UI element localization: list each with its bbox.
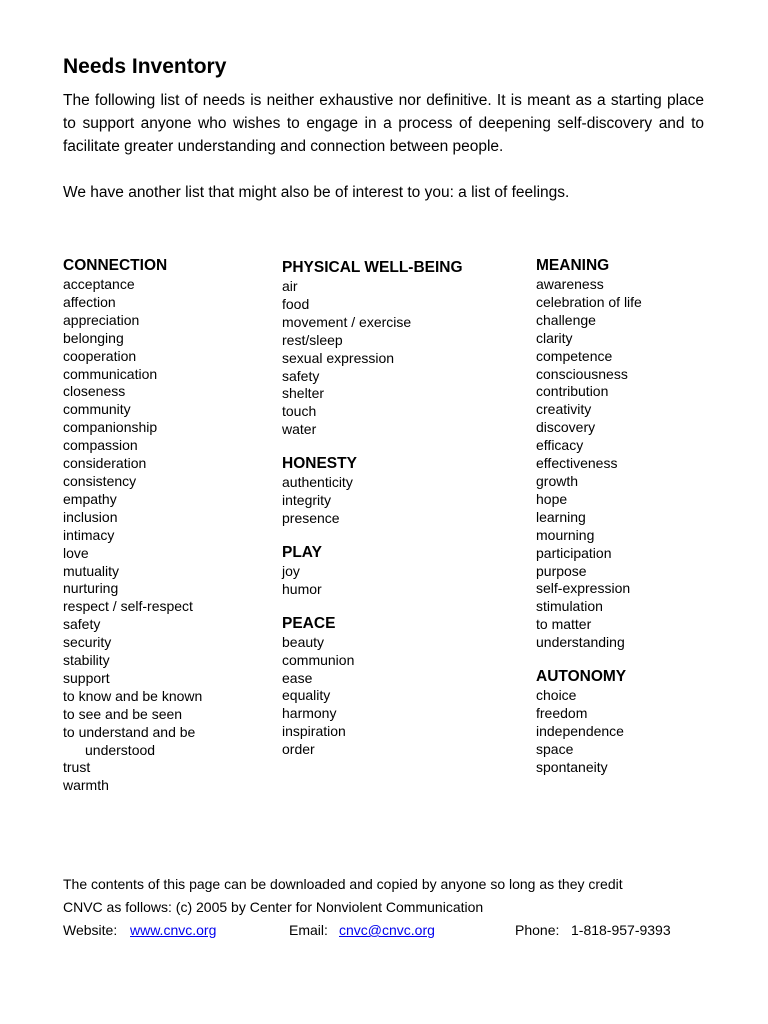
need-item: competence <box>536 347 613 364</box>
need-item: food <box>282 295 310 312</box>
list-peace <box>282 634 512 759</box>
need-item: safety <box>63 616 101 633</box>
footer-contact-row <box>63 919 723 942</box>
need-item: touch <box>282 403 317 420</box>
column-physical-honesty-play-peace <box>282 258 512 759</box>
need-item: understanding <box>536 634 625 651</box>
need-item: integrity <box>282 492 332 509</box>
need-item: shelter <box>282 385 325 402</box>
need-item: air <box>282 278 298 294</box>
need-item: appreciation <box>63 311 140 328</box>
need-item: to know and be known <box>63 687 203 704</box>
need-item: water <box>282 421 317 438</box>
need-item: choice <box>536 687 577 704</box>
need-item: inspiration <box>282 723 346 740</box>
need-item: efficacy <box>536 437 584 454</box>
list-autonomy <box>536 687 736 777</box>
need-item: intimacy <box>63 526 115 543</box>
need-item: growth <box>536 472 579 489</box>
need-item: safety <box>282 367 320 384</box>
need-item: mourning <box>536 526 595 543</box>
need-item: affection <box>63 293 116 310</box>
need-item: inclusion <box>63 508 118 525</box>
list-connection <box>63 276 263 795</box>
need-item: understood <box>85 741 156 758</box>
column-meaning-autonomy <box>536 256 736 777</box>
need-item: purpose <box>536 562 587 579</box>
need-item: warmth <box>63 777 109 794</box>
need-item: closeness <box>63 383 126 400</box>
need-item: self-expression <box>536 580 631 597</box>
need-item: hope <box>536 490 568 507</box>
need-item: trust <box>63 759 91 776</box>
website-link[interactable]: www.cnvc.org <box>130 922 217 938</box>
need-item: independence <box>536 722 624 739</box>
need-item: participation <box>536 544 612 561</box>
heading-physical-well-being: PHYSICAL WELL-BEING <box>282 259 463 276</box>
need-item: humor <box>282 580 322 597</box>
list-physical-well-being <box>282 278 512 439</box>
need-item: stimulation <box>536 598 603 615</box>
page-title: Needs Inventory <box>63 55 227 78</box>
footer-copyright-line: CNVC as follows: (c) 2005 by Center for Nonviolent Communication <box>63 899 484 915</box>
need-item: discovery <box>536 419 596 436</box>
heading-meaning: MEANING <box>536 257 610 274</box>
footer-credit-line: The contents of this page can be downloaded and copied by anyone so long as they credit <box>63 876 623 892</box>
heading-peace: PEACE <box>282 614 336 632</box>
need-item: authenticity <box>282 474 353 491</box>
need-item: presence <box>282 509 340 526</box>
need-item: to understand and be <box>63 723 196 740</box>
need-item: consistency <box>63 472 137 489</box>
need-item: consciousness <box>536 365 628 382</box>
need-item: communion <box>282 651 355 668</box>
need-item: compassion <box>63 437 138 454</box>
email-label: Email: <box>289 922 328 938</box>
need-item: learning <box>536 508 586 525</box>
need-item: movement / exercise <box>282 313 412 330</box>
need-item: belonging <box>63 329 124 346</box>
need-item: love <box>63 544 89 561</box>
need-item: contribution <box>536 383 609 400</box>
need-item: consideration <box>63 455 147 472</box>
need-item: space <box>536 740 574 757</box>
need-item: cooperation <box>63 347 137 364</box>
need-item: communication <box>63 365 158 382</box>
need-item: equality <box>282 687 331 704</box>
need-item: rest/sleep <box>282 331 343 348</box>
need-item: empathy <box>63 490 117 507</box>
need-item: security <box>63 634 112 651</box>
phone-number: 1-818-957-9393 <box>571 922 671 938</box>
list-honesty <box>282 474 512 528</box>
need-item: mutuality <box>63 562 120 579</box>
feelings-note: We have another list that might also be of interest to you: a list of feelings. <box>63 184 570 201</box>
need-item: awareness <box>536 276 604 292</box>
need-item: freedom <box>536 704 588 721</box>
website-label: Website: <box>63 922 118 938</box>
list-meaning <box>536 276 736 652</box>
heading-connection: CONNECTION <box>63 257 168 274</box>
column-connection <box>63 256 263 795</box>
need-item: support <box>63 669 110 686</box>
heading-honesty: HONESTY <box>282 455 357 473</box>
need-item: sexual expression <box>282 349 395 366</box>
heading-autonomy: AUTONOMY <box>536 668 627 686</box>
need-item: effectiveness <box>536 455 618 472</box>
need-item: stability <box>63 652 110 669</box>
need-item: respect / self-respect <box>63 598 193 615</box>
need-item: creativity <box>536 401 592 418</box>
need-item: to matter <box>536 616 592 633</box>
intro-paragraph: The following list of needs is neither exhaustive nor definitive. It is meant as a starting place to support anyone who wishes to engage in a process of deepening self-discovery and to facilitate greater understanding and connection between people. <box>63 92 704 156</box>
email-link[interactable]: cnvc@cnvc.org <box>339 922 435 938</box>
need-item: order <box>282 741 315 758</box>
phone-label: Phone: <box>515 922 560 938</box>
footer <box>63 873 723 942</box>
need-item: to see and be seen <box>63 705 183 722</box>
need-item: clarity <box>536 329 573 346</box>
need-item: beauty <box>282 633 325 650</box>
need-item: acceptance <box>63 276 135 292</box>
list-play <box>282 563 512 599</box>
need-item: celebration of life <box>536 293 642 310</box>
need-item: companionship <box>63 419 158 436</box>
need-item: challenge <box>536 311 596 328</box>
need-item: spontaneity <box>536 758 608 775</box>
need-item: joy <box>282 562 300 579</box>
need-item: ease <box>282 669 313 686</box>
need-item: harmony <box>282 705 337 722</box>
need-item: community <box>63 401 131 418</box>
heading-play: PLAY <box>282 543 322 561</box>
need-item: nurturing <box>63 580 119 597</box>
